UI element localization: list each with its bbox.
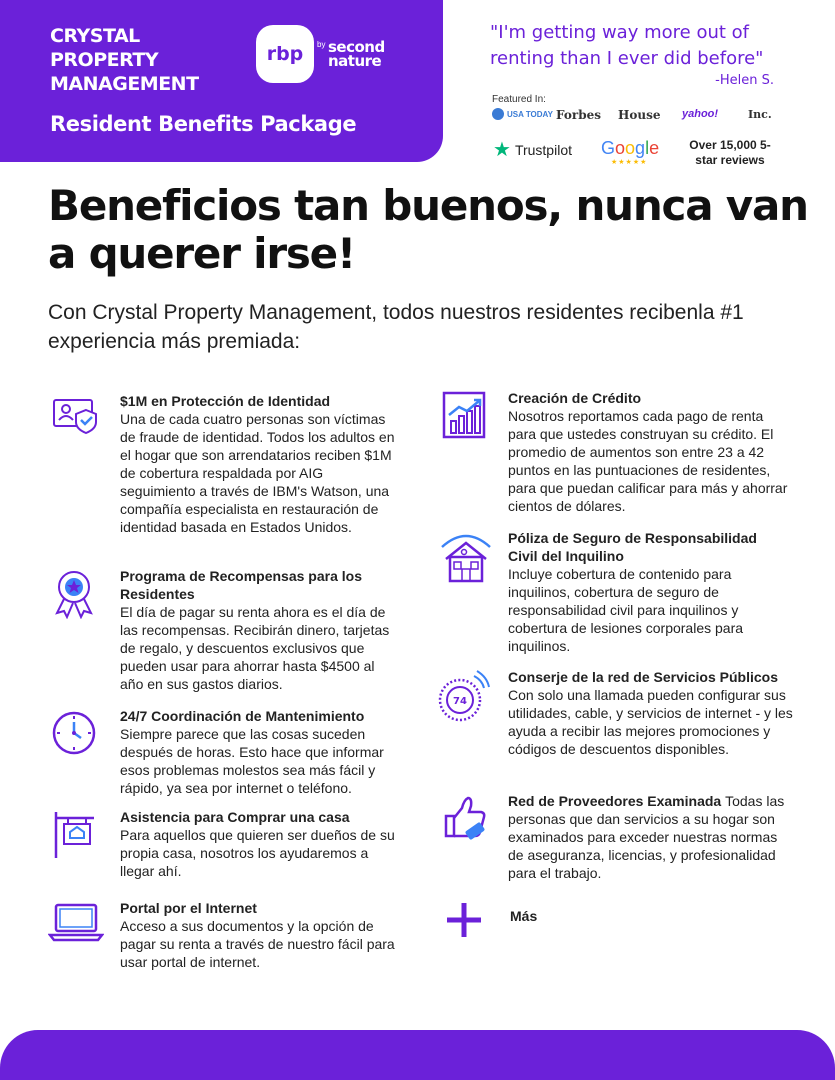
id-shield-icon [50,392,102,444]
benefit-body: Todas las personas que dan servicios a su hogar son examinados para exceder nuestras normas de aseguranza, licencias, y profesionalidad para el trabajo. [508,793,785,881]
benefit-title: Red de Proveedores Examinada [508,793,726,809]
trustpilot-logo [493,140,572,160]
testimonial-quote: "I'm getting way more out of renting than I ever did before" [490,22,764,69]
rbp-logo: rbp [256,25,314,83]
house-logo: House [618,108,661,122]
footer-bar [0,1030,835,1080]
benefit-title: Póliza de Seguro de Responsabilidad Civil del Inquilino [508,530,757,564]
benefit-title: Más [510,908,538,924]
benefit-title: Asistencia para Comprar una casa [120,809,350,825]
inc-logo: Inc. [748,108,772,121]
laptop-icon [48,899,100,951]
benefit-body: El día de pagar su renta ahora es el día de las recompensas. Recibirán dinero, tarjetas de regalo, y descuentos exclusivos que pueden usar para ahorrar hasta $4500 al año en sus gastos diarios. [120,604,390,692]
usa-today-dot-icon [492,108,504,120]
page-subheadline: Con Crystal Property Management, todos nuestros residentes recibenla #1 experiencia más premiada: [48,301,744,353]
featured-in-label: Featured In: [492,94,546,105]
company-name: CRYSTAL PROPERTY MANAGEMENT [50,25,199,95]
benefit-body: Incluye cobertura de contenido para inquilinos, cobertura de seguro de responsabilidad civil para inquilinos y cobertura de lesiones corporales para inquilinos. [508,566,744,654]
forbes-logo: Forbes [556,108,601,122]
insured-house-icon [438,529,490,581]
benefit-body: Para aquellos que quieren ser dueños de su propia casa, nosotros los ayudaremos a llegar ahí. [120,827,395,879]
benefit-title: 24/7 Coordinación de Mantenimiento [120,708,365,724]
testimonial-author: -Helen S. [715,73,774,88]
benefit-title: Programa de Recompensas para los Residentes [120,568,362,602]
thermostat-reading: 74 [453,696,467,707]
benefit-body: Acceso a sus documentos y la opción de pagar su renta a través de nuestro fácil para usar portal de internet. [120,918,395,970]
bar-chart-icon [438,389,490,441]
google-logo: Google [601,138,660,158]
program-name: Resident Benefits Package [50,112,357,136]
reviews-count: Over 15,000 5-star reviews [689,138,771,167]
benefit-title: Creación de Crédito [508,390,642,406]
benefit-title: Portal por el Internet [120,900,257,916]
usa-today-logo [492,108,553,120]
trustpilot-label: Trustpilot [514,142,572,158]
thermostat-icon [434,668,490,724]
clock-icon [50,707,102,759]
thumbs-up-icon [438,792,490,844]
benefit-body: Nosotros reportamos cada pago de renta para que ustedes construyan su crédito. El promedio de aumentos son entre 23 a 42 puntos en las puntuaciones de residentes, para que puedan calificar para más y ahorrar cientos de dólares. [508,408,788,514]
benefit-body: Siempre parece que las cosas suceden después de horas. Esto hace que informar esos problemas molestos sea más fácil y rápido, ya sea por internet o teléfono. [120,726,384,796]
plus-icon [440,898,492,950]
header-panel [0,0,443,162]
benefit-title: Conserje de la red de Servicios Públicos [508,669,778,685]
award-ribbon-icon [50,567,102,619]
usa-today-label: USA TODAY [507,109,553,119]
trustpilot-star-icon: ★ [493,139,511,161]
page-headline: Beneficios tan buenos, nunca van a querer irse! [48,181,808,278]
press-logos [492,108,782,126]
benefit-body: Una de cada cuatro personas son víctimas de fraude de identidad. Todos los adultos en el hogar que son arrendatarios reciben $1M de cobertura respaldada por AIG seguimiento a través de IBM's Watson, una compañía especialista en restauración de identidad basada en Estados Unidos. [120,411,395,535]
partner-by-label: by [317,40,326,49]
home-sign-icon [50,808,102,860]
benefit-body: Con solo una llamada pueden configurar sus utilidades, cable, y servicios de internet - y les ayuda a recibir las mejores promociones y códigos de descuentos disponibles. [508,687,793,757]
yahoo-logo: yahoo! [682,108,719,120]
benefit-title: $1M en Protección de Identidad [120,393,331,409]
second-nature-logo: second nature [328,38,385,70]
google-rating-stars: ★★★★★ [611,159,648,166]
